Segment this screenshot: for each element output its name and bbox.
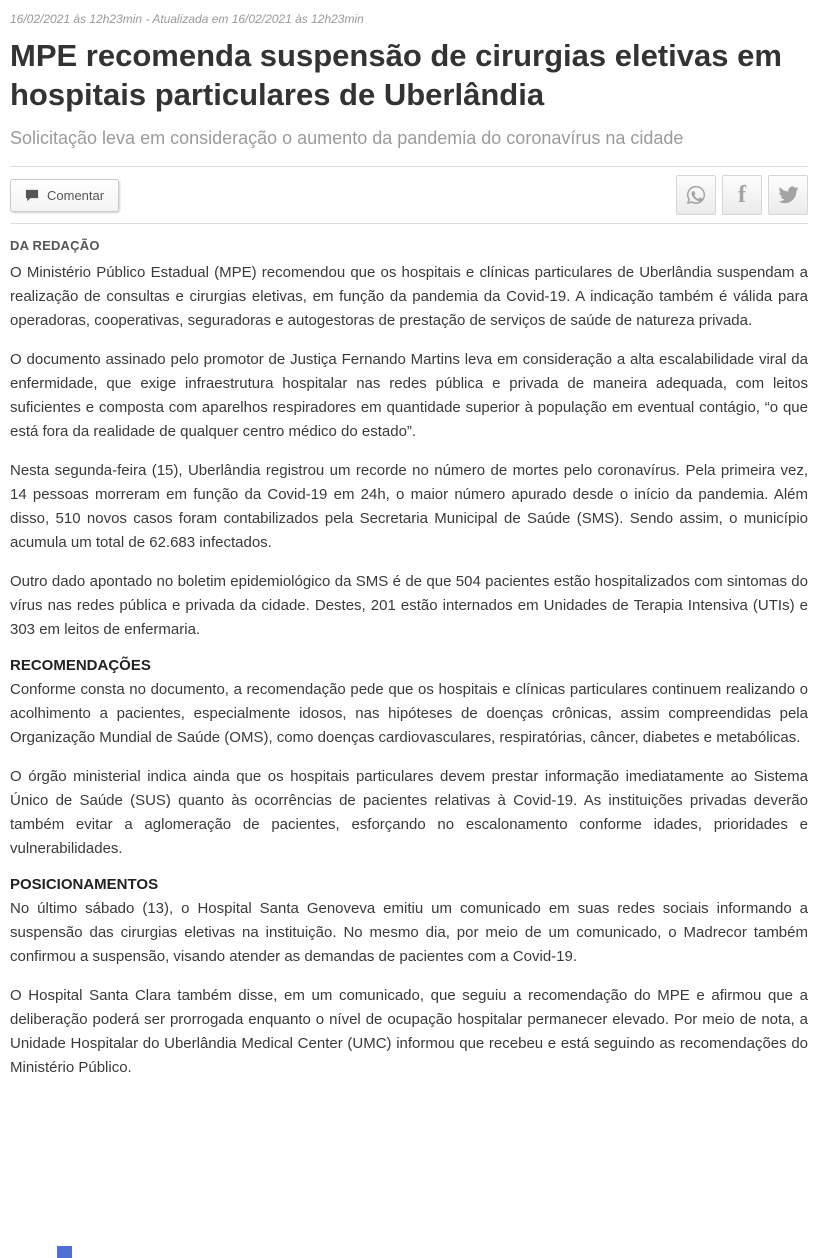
paragraph: Conforme consta no documento, a recomendação pede que os hospitais e clínicas particulares continuem realizando o acolhimento a pacientes, especialmente idosos, nas hipóteses de doenças crônicas, assim compreendidas pela Organização Mundial de Saúde (OMS), como doenças cardiovasculares, respiratórias, câncer, diabetes e metabólicas. [10, 681, 808, 747]
twitter-icon [777, 184, 799, 206]
paragraph: O Hospital Santa Clara também disse, em um comunicado, que seguiu a recomendação do MPE e afirmou que a deliberação poderá ser prorrogada enquanto o nível de ocupação hospitalar permanecer elevado. Por meio de nota, a Unidade Hospitalar do Uberlândia Medical Center (UMC) informou que recebeu e está seguindo as recomendações do Ministério Público. [10, 987, 808, 1077]
paragraph: O Ministério Público Estadual (MPE) recomendou que os hospitais e clínicas particulares de Uberlândia suspendam a realização de consultas e cirurgias eletivas, em função da pandemia da Covid-19. A indicação também é válida para operadoras, cooperativas, seguradoras e autogestoras de prestação de serviços de saúde de natureza privada. [10, 264, 808, 330]
section-heading-posicionamentos: POSICIONAMENTOS [10, 876, 159, 894]
paragraph: Outro dado apontado no boletim epidemiológico da SMS é de que 504 pacientes estão hospitalizados com sintomas do vírus nas redes pública e privada da cidade. Destes, 201 estão internados em Unidades de Terapia Intensiva (UTIs) e 303 em leitos de enfermaria. [10, 573, 808, 639]
comment-button[interactable] [10, 179, 119, 212]
paragraph: O documento assinado pelo promotor de Justiça Fernando Martins leva em consideração a alta escalabilidade viral da enfermidade, que exige infraestrutura hospitalar nas redes pública e privada de maneira adequada, com leitos suficientes e composta com aparelhos respiradores em quantidade superior à população em eventual contágio, “o que está fora da realidade de qualquer centro médico do estado”. [10, 351, 808, 441]
facebook-share-button[interactable] [722, 175, 762, 215]
twitter-share-button[interactable] [768, 175, 808, 215]
comment-button-label: Comentar [47, 187, 105, 203]
partial-blue-widget[interactable] [57, 1246, 72, 1258]
share-toolbar [10, 166, 808, 224]
article-subtitle: Solicitação leva em consideração o aumento da pandemia do coronavírus na cidade [10, 127, 684, 148]
paragraph: Nesta segunda-feira (15), Uberlândia registrou um recorde no número de mortes pelo coronavírus. Pela primeira vez, 14 pessoas morreram em função da Covid-19 em 24h, o maior número apurado desde o início da pandemia. Além disso, 510 novos casos foram contabilizados pela Secretaria Municipal de Saúde (SMS). Sendo assim, o município acumula um total de 62.683 infectados. [10, 462, 808, 552]
facebook-icon: f [738, 182, 746, 209]
page-title: MPE recomenda suspensão de cirurgias eletivas em hospitais particulares de Uberlândia [10, 38, 782, 113]
whatsapp-share-button[interactable] [676, 175, 716, 215]
article-timestamp: 16/02/2021 às 12h23min - Atualizada em 16/02/2021 às 12h23min [10, 12, 364, 26]
byline: DA REDAÇÃO [10, 238, 100, 254]
whatsapp-icon [685, 184, 707, 206]
comment-bubble-icon [25, 189, 39, 202]
paragraph: O órgão ministerial indica ainda que os hospitais particulares devem prestar informação imediatamente ao Sistema Único de Saúde (SUS) quanto às ocorrências de pacientes relativas à Covid-19. As instituições privadas deverão também evitar a aglomeração de pacientes, esforçando no escalonamento conforme idades, prioridades e vulnerabilidades. [10, 768, 808, 858]
paragraph: No último sábado (13), o Hospital Santa Genoveva emitiu um comunicado em suas redes sociais informando a suspensão das cirurgias eletivas na instituição. No mesmo dia, por meio de um comunicado, o Madrecor também confirmou a suspensão, visando atender as demandas de pacientes com a Covid-19. [10, 900, 808, 966]
section-heading-recomendacoes: RECOMENDAÇÕES [10, 657, 151, 675]
social-share-buttons [670, 175, 808, 215]
